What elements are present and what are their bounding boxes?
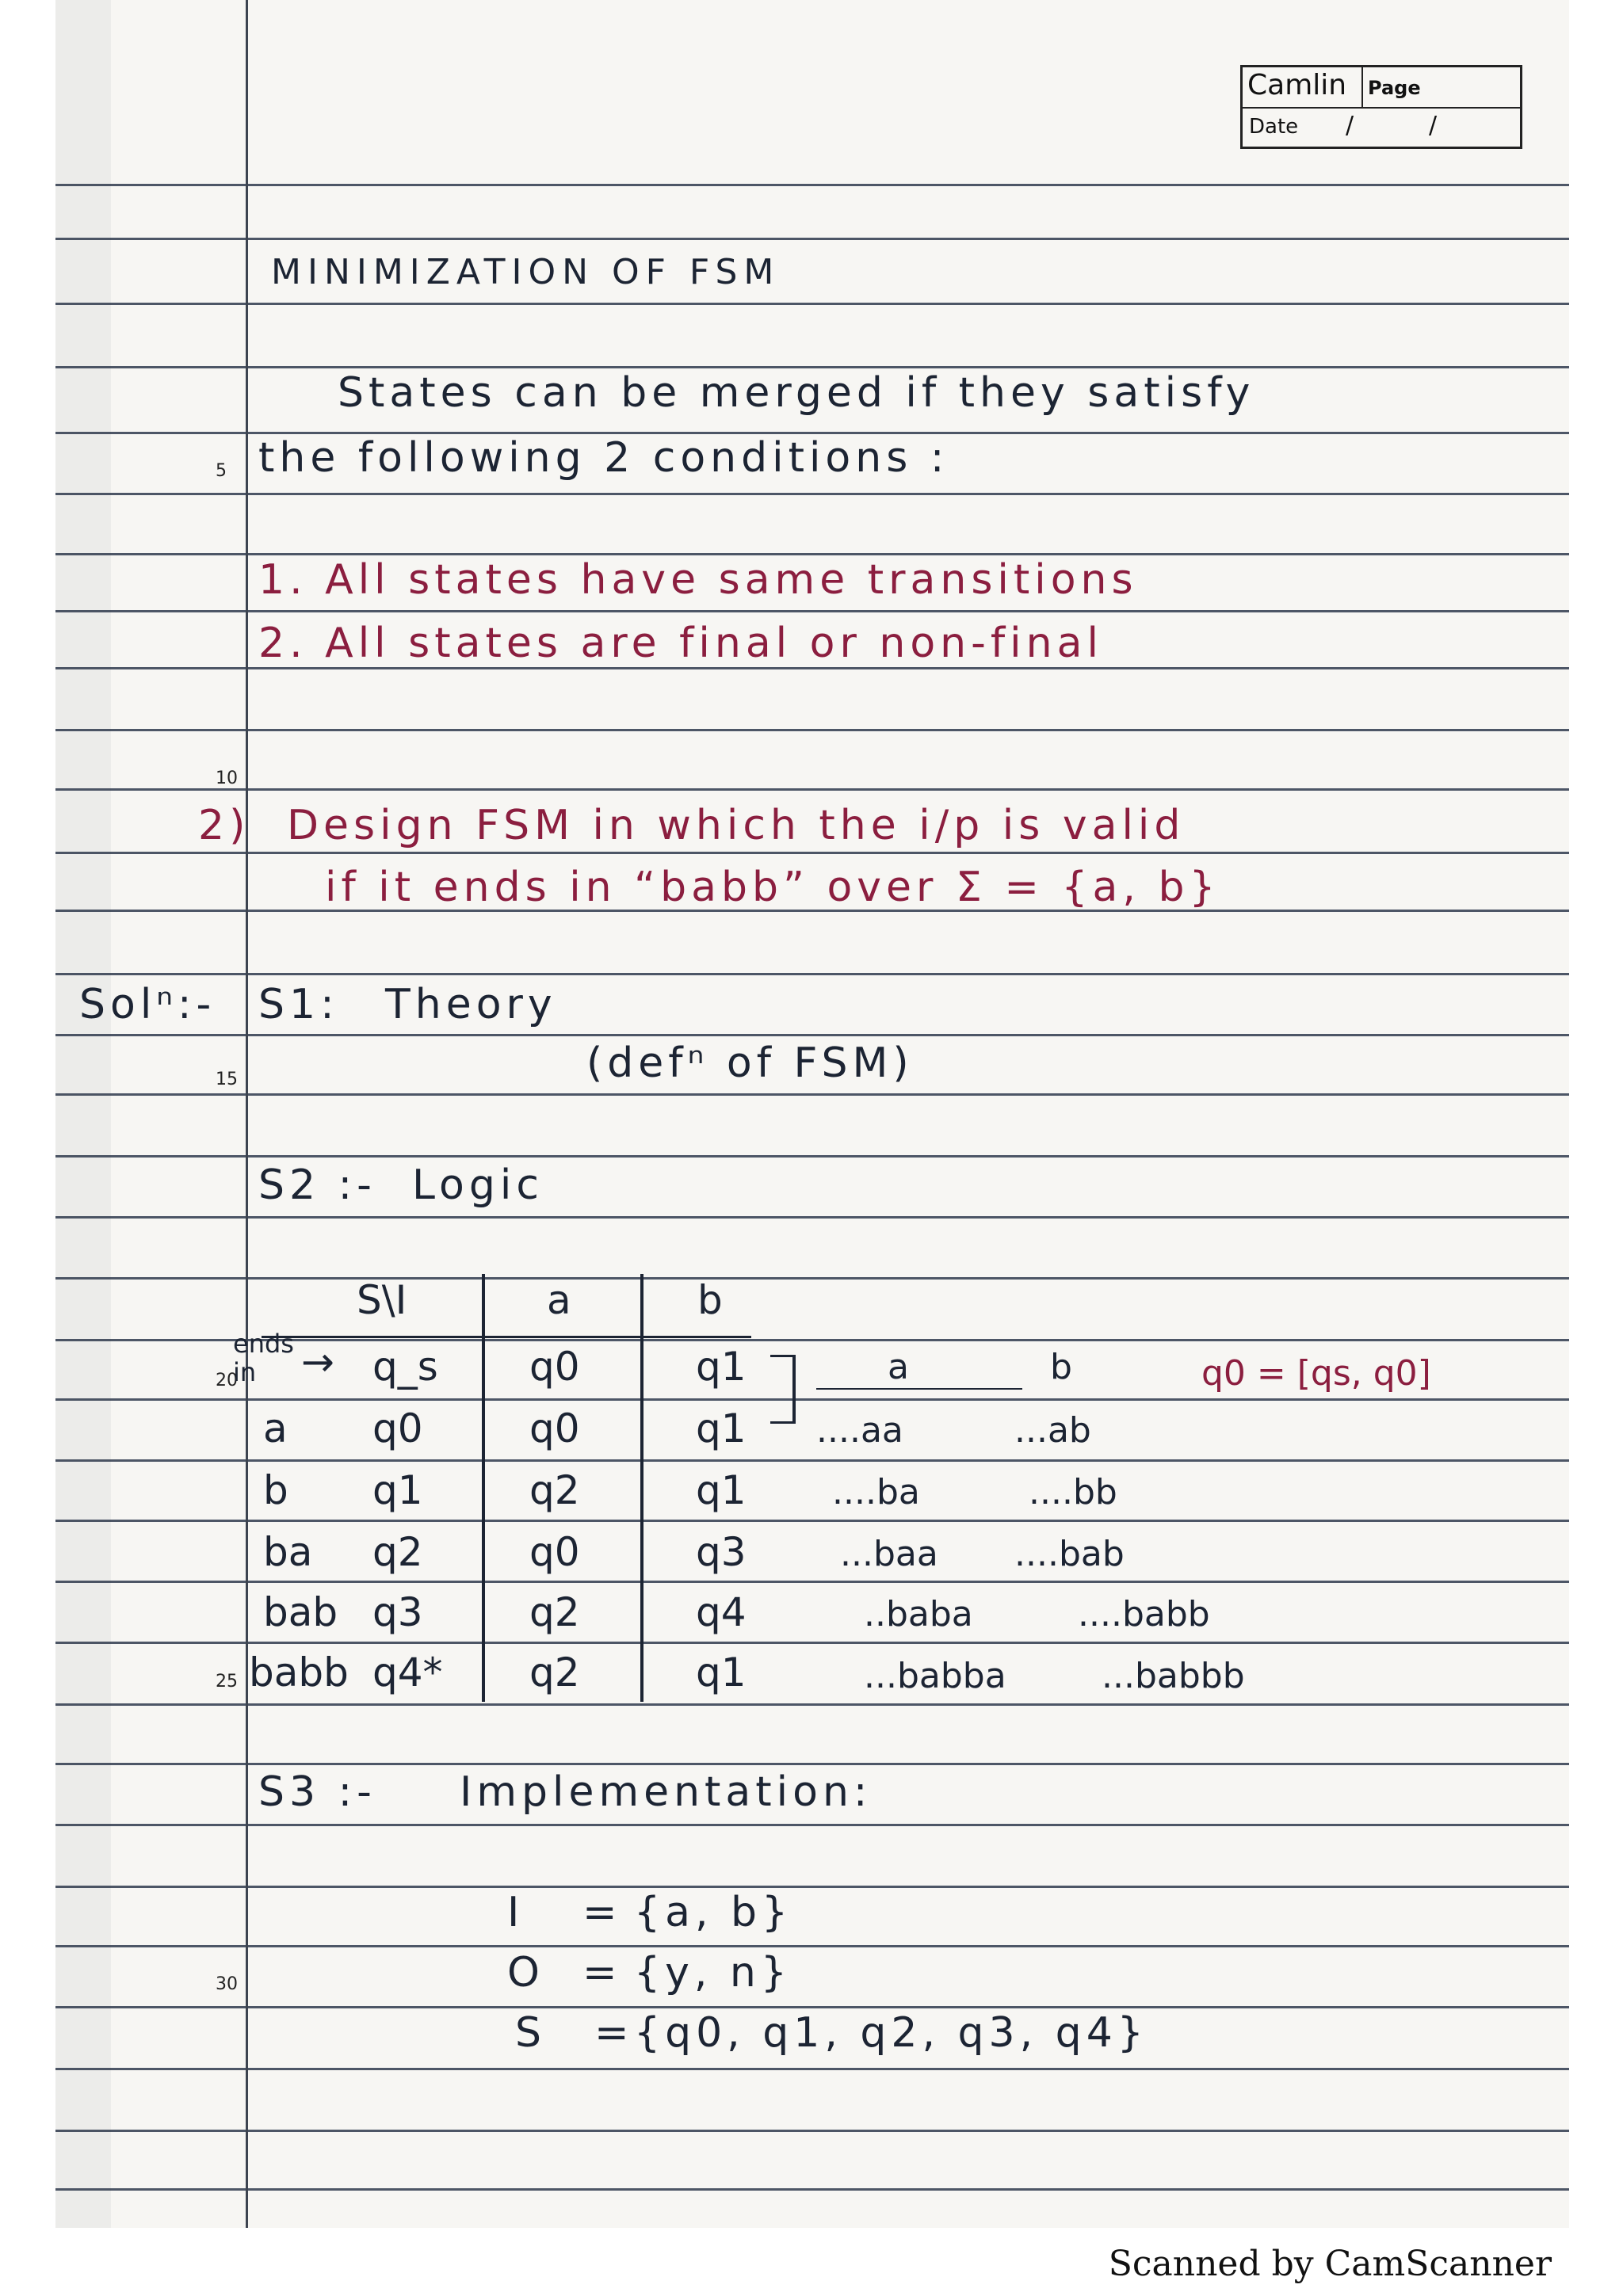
line-number: 30 bbox=[216, 1974, 238, 1994]
ruled-line bbox=[55, 2130, 1569, 2132]
table-cell-state: q3 bbox=[372, 1589, 423, 1635]
margin-line bbox=[246, 0, 248, 2228]
side-note-a: ..baba bbox=[864, 1594, 973, 1634]
step-2-label: S2 :- bbox=[258, 1161, 376, 1209]
impl-value: {a, b} bbox=[634, 1889, 793, 1936]
solution-label: Solⁿ:- bbox=[79, 981, 216, 1028]
line-number: 10 bbox=[216, 769, 238, 788]
impl-equals: = bbox=[594, 2009, 634, 2057]
merge-bracket bbox=[792, 1355, 796, 1423]
step-2-title: Logic bbox=[412, 1161, 544, 1209]
side-note-a: ...babba bbox=[864, 1656, 1006, 1696]
table-cell-suffix: ba bbox=[263, 1529, 313, 1575]
table-cell-state: q_s bbox=[372, 1344, 438, 1390]
table-cell-suffix: a bbox=[263, 1405, 288, 1451]
ruled-line bbox=[55, 729, 1569, 731]
table-divider bbox=[640, 1274, 643, 1702]
ruled-line bbox=[55, 1824, 1569, 1826]
ruled-line bbox=[55, 2188, 1569, 2191]
step-1-subtitle: (defⁿ of FSM) bbox=[586, 1039, 914, 1087]
side-note-b: ...babbb bbox=[1102, 1656, 1245, 1696]
page-edge bbox=[55, 0, 111, 2228]
table-cell-a: q2 bbox=[529, 1467, 580, 1513]
ruled-line bbox=[55, 1093, 1569, 1096]
impl-symbol: O bbox=[507, 1949, 544, 1997]
camlin-logo: Camlin bbox=[1247, 69, 1347, 101]
table-cell-a: q2 bbox=[529, 1650, 580, 1695]
ruled-line bbox=[55, 2006, 1569, 2008]
side-note-a: ....aa bbox=[816, 1410, 903, 1451]
camlin-page-date-box bbox=[1240, 65, 1522, 149]
page-title: MINIMIZATION OF FSM bbox=[271, 252, 781, 292]
table-cell-b: q3 bbox=[696, 1529, 747, 1575]
ruled-line bbox=[55, 667, 1569, 669]
ruled-line bbox=[55, 553, 1569, 555]
table-cell-state: q2 bbox=[372, 1529, 423, 1575]
ruled-line bbox=[55, 1581, 1569, 1583]
intro-line-1: States can be merged if they satisfy bbox=[338, 369, 1255, 417]
merge-bracket bbox=[770, 1355, 796, 1357]
side-note-b: ....bb bbox=[1029, 1472, 1117, 1512]
ruled-line bbox=[55, 1216, 1569, 1219]
ruled-line bbox=[55, 1520, 1569, 1522]
ruled-line bbox=[55, 493, 1569, 495]
ruled-line bbox=[55, 1155, 1569, 1158]
date-label: Date bbox=[1249, 115, 1299, 139]
side-header-b: b bbox=[1050, 1347, 1072, 1387]
ruled-line bbox=[55, 1459, 1569, 1462]
table-cell-b: q4 bbox=[696, 1589, 747, 1635]
ruled-line bbox=[55, 610, 1569, 612]
step-3-label: S3 :- bbox=[258, 1768, 376, 1816]
side-note-b: ...ab bbox=[1014, 1410, 1091, 1451]
ruled-line bbox=[55, 238, 1569, 240]
ruled-line bbox=[55, 1642, 1569, 1644]
side-note-a: ....ba bbox=[832, 1472, 920, 1512]
start-arrow: → bbox=[301, 1339, 334, 1385]
table-cell-state: q0 bbox=[372, 1405, 423, 1451]
date-slash: / bbox=[1346, 112, 1354, 139]
impl-equals: = bbox=[582, 1889, 622, 1936]
side-header-a: a bbox=[888, 1347, 909, 1387]
step-1-label: S1: bbox=[258, 981, 339, 1028]
table-cell-a: q2 bbox=[529, 1589, 580, 1635]
table-cell-suffix: bab bbox=[263, 1589, 338, 1635]
ruled-line bbox=[55, 1945, 1569, 1947]
ruled-line bbox=[55, 1034, 1569, 1036]
line-number: 15 bbox=[216, 1070, 238, 1089]
line-number: 5 bbox=[216, 461, 227, 481]
ruled-line bbox=[55, 1277, 1569, 1280]
step-1-title: Theory bbox=[385, 981, 557, 1028]
side-note-b: ....bab bbox=[1014, 1534, 1125, 1574]
table-header-line bbox=[262, 1336, 751, 1338]
question-line-1: Design FSM in which the i/p is valid bbox=[287, 802, 1186, 849]
impl-symbol: I bbox=[507, 1889, 525, 1936]
ruled-line bbox=[55, 973, 1569, 975]
impl-equals: = bbox=[582, 1949, 622, 1997]
table-header-b: b bbox=[697, 1277, 723, 1323]
table-cell-b: q1 bbox=[696, 1405, 747, 1451]
ruled-line bbox=[55, 303, 1569, 305]
impl-value: {q0, q1, q2, q3, q4} bbox=[634, 2009, 1148, 2057]
condition-2: 2. All states are final or non-final bbox=[258, 620, 1103, 667]
ruled-line bbox=[55, 1886, 1569, 1888]
side-note-a: ...baa bbox=[840, 1534, 938, 1574]
side-header-underline bbox=[816, 1388, 1022, 1390]
ruled-line bbox=[55, 184, 1569, 186]
table-divider bbox=[482, 1274, 485, 1702]
table-cell-suffix: b bbox=[263, 1467, 288, 1513]
ruled-line bbox=[55, 852, 1569, 854]
ruled-line bbox=[55, 1763, 1569, 1765]
side-note-b: ....babb bbox=[1078, 1594, 1210, 1634]
notebook-page bbox=[55, 0, 1569, 2228]
condition-1: 1. All states have same transitions bbox=[258, 556, 1138, 604]
table-cell-state: q1 bbox=[372, 1467, 423, 1513]
ends-in-label: ends in bbox=[233, 1329, 294, 1387]
question-line-2: if it ends in “babb” over Σ = {a, b} bbox=[325, 864, 1220, 911]
table-header-a: a bbox=[547, 1277, 571, 1323]
table-cell-b: q1 bbox=[696, 1344, 747, 1390]
date-slash: / bbox=[1429, 112, 1438, 139]
ruled-line bbox=[55, 1703, 1569, 1706]
impl-value: {y, n} bbox=[634, 1949, 792, 1997]
table-header-si: S\I bbox=[357, 1277, 407, 1323]
step-3-title: Implementation: bbox=[460, 1768, 873, 1816]
table-cell-a: q0 bbox=[529, 1344, 580, 1390]
scanner-watermark: Scanned by CamScanner bbox=[1108, 2244, 1552, 2284]
impl-symbol: S bbox=[515, 2009, 547, 2057]
table-cell-suffix: babb bbox=[249, 1650, 349, 1695]
table-cell-a: q0 bbox=[529, 1405, 580, 1451]
table-cell-b: q1 bbox=[696, 1467, 747, 1513]
line-number: 25 bbox=[216, 1672, 238, 1691]
line-number: 20 bbox=[216, 1371, 238, 1390]
merge-note: q0 = [qs, q0] bbox=[1201, 1353, 1431, 1394]
ruled-line bbox=[55, 788, 1569, 791]
ruled-line bbox=[55, 366, 1569, 368]
table-cell-b: q1 bbox=[696, 1650, 747, 1695]
intro-line-2: the following 2 conditions : bbox=[258, 434, 949, 482]
page-label: Page bbox=[1368, 77, 1421, 99]
table-cell-a: q0 bbox=[529, 1529, 580, 1575]
question-number: 2) bbox=[198, 802, 250, 849]
merge-bracket bbox=[770, 1421, 796, 1424]
ruled-line bbox=[55, 2068, 1569, 2070]
table-cell-state: q4* bbox=[372, 1650, 443, 1695]
ruled-line bbox=[55, 1398, 1569, 1401]
